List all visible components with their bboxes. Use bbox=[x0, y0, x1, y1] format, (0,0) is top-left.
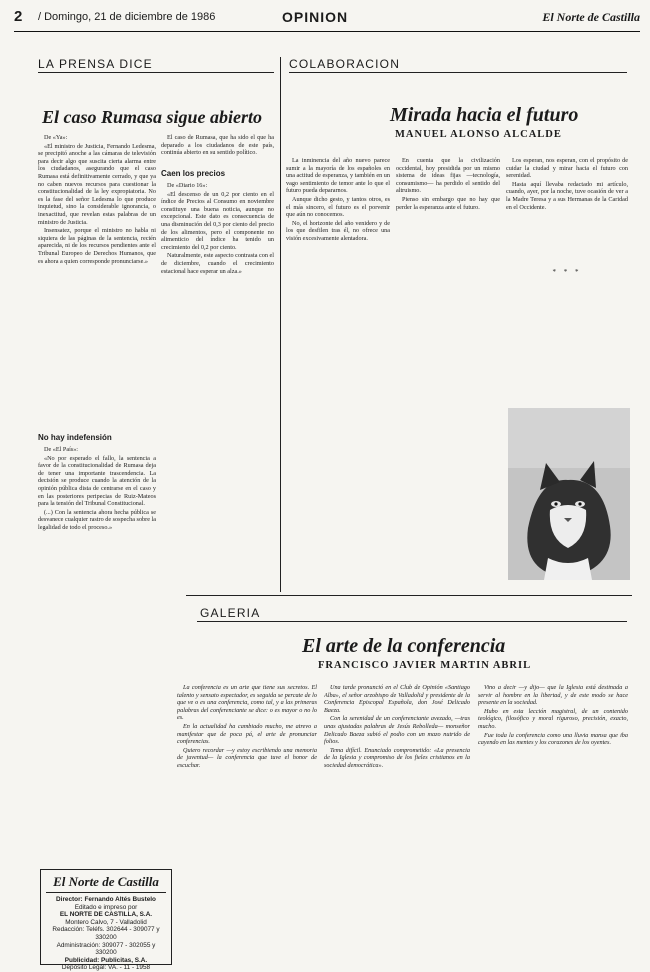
section-top-rule bbox=[186, 595, 632, 596]
article-mirada-col1 bbox=[286, 157, 390, 589]
paragraph: Tema difícil. Enunciado comprometido: «La presencia de la Iglesia y compromiso de los fieles cristianos en la sociedad democrática». bbox=[324, 746, 470, 769]
masthead-box bbox=[40, 869, 172, 972]
paragraph: Los esperan, nos esperan, con el propósito de cuidar la ciudad y mirar hacia el futuro con serenidad. bbox=[506, 157, 628, 180]
section-title: OPINION bbox=[282, 9, 349, 25]
headline-rumasa: El caso Rumasa sigue abierto bbox=[42, 107, 263, 127]
paragraph: En cuenta que la civilización occidental, hoy presidida por un mismo sistema de ideas fijas —tecnología, consumismo— ha perdido el sentido del altruismo. bbox=[396, 157, 500, 195]
paragraph: (...) Con la sentencia ahora hecha pública se desvanece cualquier rastro de sospecha sobre la legalidad de todo el proceso.» bbox=[38, 508, 156, 531]
page-date: / Domingo, 21 de diciembre de 1986 bbox=[38, 11, 216, 23]
masthead-details bbox=[46, 896, 166, 972]
masthead-director: Director: Fernando Altés Bustelo bbox=[56, 896, 156, 903]
headline-arte-conferencia: El arte de la conferencia bbox=[302, 635, 506, 657]
paragraph: No, el horizonte del año venidero y de los que desfilen tras él, no ofrece una visión excesivamente alentadora. bbox=[286, 219, 390, 242]
masthead-line: Redacción: Teléfs. 302644 - 309077 y 330200 bbox=[52, 926, 160, 941]
paragraph: Quiero recordar —y estoy escribiendo una memoria de juventud— la conferencia que tuve el honor de escuchar. bbox=[177, 746, 317, 769]
rubric-rule bbox=[197, 621, 627, 622]
paragraph: Una tarde pronunció en el Club de Opinión «Santiago Alba», el señor arzobispo de Valladolid y presidente de la Conferencia Episcopal Española, don José Delicado Baeza. bbox=[324, 684, 470, 714]
paragraph: Hasta aquí llevaba redactado mi artículo, cuando, ayer, por la noche, tuve ocasión de ver a la Madre Teresa y a sus Hermanas de la Caridad en el Occidente. bbox=[506, 180, 628, 211]
article-mirada-col3 bbox=[506, 157, 628, 265]
article-arte-col1 bbox=[177, 684, 317, 962]
column-divider bbox=[280, 57, 281, 592]
article-arte-col2 bbox=[324, 684, 470, 962]
paragraph: La conferencia es un arte que tiene sus secretos. El talento y sensato espectador, es seguida se percate de lo que ve o es una conferencia, como tal, y a las primeras palabras del conferenciante se dice: o es mayor o no lo es. bbox=[177, 684, 317, 722]
paragraph: Fue toda la conferencia como una lluvia mansa que iba cayendo en las mentes y los corazones de los oyentes. bbox=[478, 731, 628, 747]
article-mirada-col2 bbox=[396, 157, 500, 589]
paragraph: La inminencia del año nuevo parece sumir a la mayoría de los españoles en una actitud de esperanza, y también en un vago sentimiento de temor ante lo que el futuro pueda depararnos. bbox=[286, 157, 390, 195]
page-header bbox=[14, 8, 640, 32]
cat-icon bbox=[508, 408, 630, 580]
masthead-legal: Depósito Legal: VA. - 11 - 1958 bbox=[61, 964, 151, 972]
article-rumasa-col1b bbox=[38, 446, 156, 736]
paragraph: De «Diario 16»: bbox=[167, 182, 208, 189]
newspaper-name: El Norte de Castilla bbox=[542, 10, 640, 24]
paragraph: «El ministro de Justicia, Fernando Ledesma, se precipitó anoche a las cámaras de televisión para decir algo que suscita cierta alarma entre los ciudadanos, asegurando que el caso Rumasa está definitivamente cerrado, y que ya no caben nuevos recursos para cuestionar la constitucionalidad de la ley expropiatoria. No es la fase del señor Ledesma lo que produce inquietud, sino la considerable ignorancia, o inexactitud, que revelan estas palabras de un ministro de Justicia. bbox=[38, 142, 156, 226]
paragraph: En la actualidad ha cambiado mucho, me atrevo a manifestar que de poca pá, el arte de pronunciar conferencias. bbox=[177, 722, 317, 746]
rubric-rule bbox=[289, 72, 627, 73]
paragraph: Con la serenidad de un conferenciante avezado, —tras unas ajustadas palabras de Jesús Rebolleda— monseñor Delicado Baeza subió el podio con un mazo nutrido de folios. bbox=[324, 715, 470, 746]
headline-mirada-futuro: Mirada hacia el futuro bbox=[390, 104, 579, 126]
paragraph: Insensatez, porque el ministro no habla ni siquiera de las páginas de la sentencia, recién aparecida, ni de los recursos pendientes ante el Tribunal Europeo de Derechos Humanos, que es ahora a quien corresponde pronunciarse.» bbox=[38, 227, 156, 265]
paragraph: Naturalmente, este aspecto contrasta con el de diciembre, cuando el crecimiento estacional hace esperar un alza.» bbox=[161, 252, 274, 275]
masthead-line: Montero Calvo, 7 - Valladolid bbox=[65, 918, 147, 926]
rubric-rule bbox=[38, 72, 274, 73]
subhead-caen-precios: Caen los precios bbox=[161, 169, 226, 178]
article-arte-col3 bbox=[478, 684, 628, 962]
cat-photo bbox=[508, 408, 630, 580]
rubric-galeria: GALERIA bbox=[200, 606, 261, 620]
masthead-line: Publicidad: Publicitas, S.A. bbox=[64, 956, 148, 964]
author-alonso-alcalde: MANUEL ALONSO ALCALDE bbox=[395, 129, 562, 140]
author-martin-abril: FRANCISCO JAVIER MARTIN ABRIL bbox=[318, 660, 532, 671]
paragraph: Pienso sin embargo que no hay que perder la esperanza ante el futuro. bbox=[396, 195, 500, 211]
page-number: 2 bbox=[14, 8, 23, 25]
paragraph: «No por esperado el fallo, la sentencia a favor de la constitucionalidad de Rumasa deja de tener una importante trascendencia. La decisión se produce cuando la atención de la opinión pública dista de centrarse en el caso y en las posteriores peripecias de Ruiz-Mateos para la tensión del Tribunal Constitucional. bbox=[38, 454, 156, 508]
masthead-title: El Norte de Castilla bbox=[46, 874, 166, 893]
section-stars: * * * bbox=[552, 268, 582, 276]
rubric-colaboracion: COLABORACION bbox=[289, 57, 401, 71]
article-rumasa-col2 bbox=[161, 134, 274, 158]
masthead-publisher: EL NORTE DE CASTILLA, S.A. bbox=[59, 911, 153, 919]
paragraph: De «Ya»: bbox=[44, 134, 68, 141]
masthead-line: Editado e impreso por bbox=[74, 903, 138, 911]
paragraph: Vino a decir —y dijo— que la Iglesia está destinada a servir al hombre en la libertad, y de este modo se hace presente en la sociedad. bbox=[478, 684, 628, 707]
paragraph: De «El País»: bbox=[44, 446, 79, 453]
masthead-line: Administración: 309077 - 302055 y 330200 bbox=[56, 941, 156, 957]
subhead-indefension: No hay indefensión bbox=[38, 433, 112, 442]
paragraph: El caso de Rumasa, que ha sido el que ha deparado a los ciudadanos de este país, continúa abierto en su sentido político. bbox=[161, 134, 274, 157]
article-rumasa-col1 bbox=[38, 134, 156, 424]
article-rumasa-col2b bbox=[161, 182, 274, 592]
paragraph: Aunque dicho gesto, y tantos otros, es el más sincero, el futuro es el porvenir que aún no conocemos. bbox=[286, 195, 390, 219]
paragraph: Hubo en esta lección magistral, de un contenido teológico, filosófico y moral riguroso, precisión, exacto, mucho. bbox=[478, 707, 628, 730]
paragraph: «El descenso de un 0,2 por ciento en el índice de Precios al Consumo en noviembre constituye una buena noticia, aunque no excepcional. Este dato es consecuencia de una disminución del 0,3 por ciento del precio de los alimentos, pero el componente no alimenticio del índice ha tenido un crecimiento del 0,2 por ciento. bbox=[161, 190, 274, 251]
rubric-la-prensa-dice: LA PRENSA DICE bbox=[38, 57, 153, 71]
